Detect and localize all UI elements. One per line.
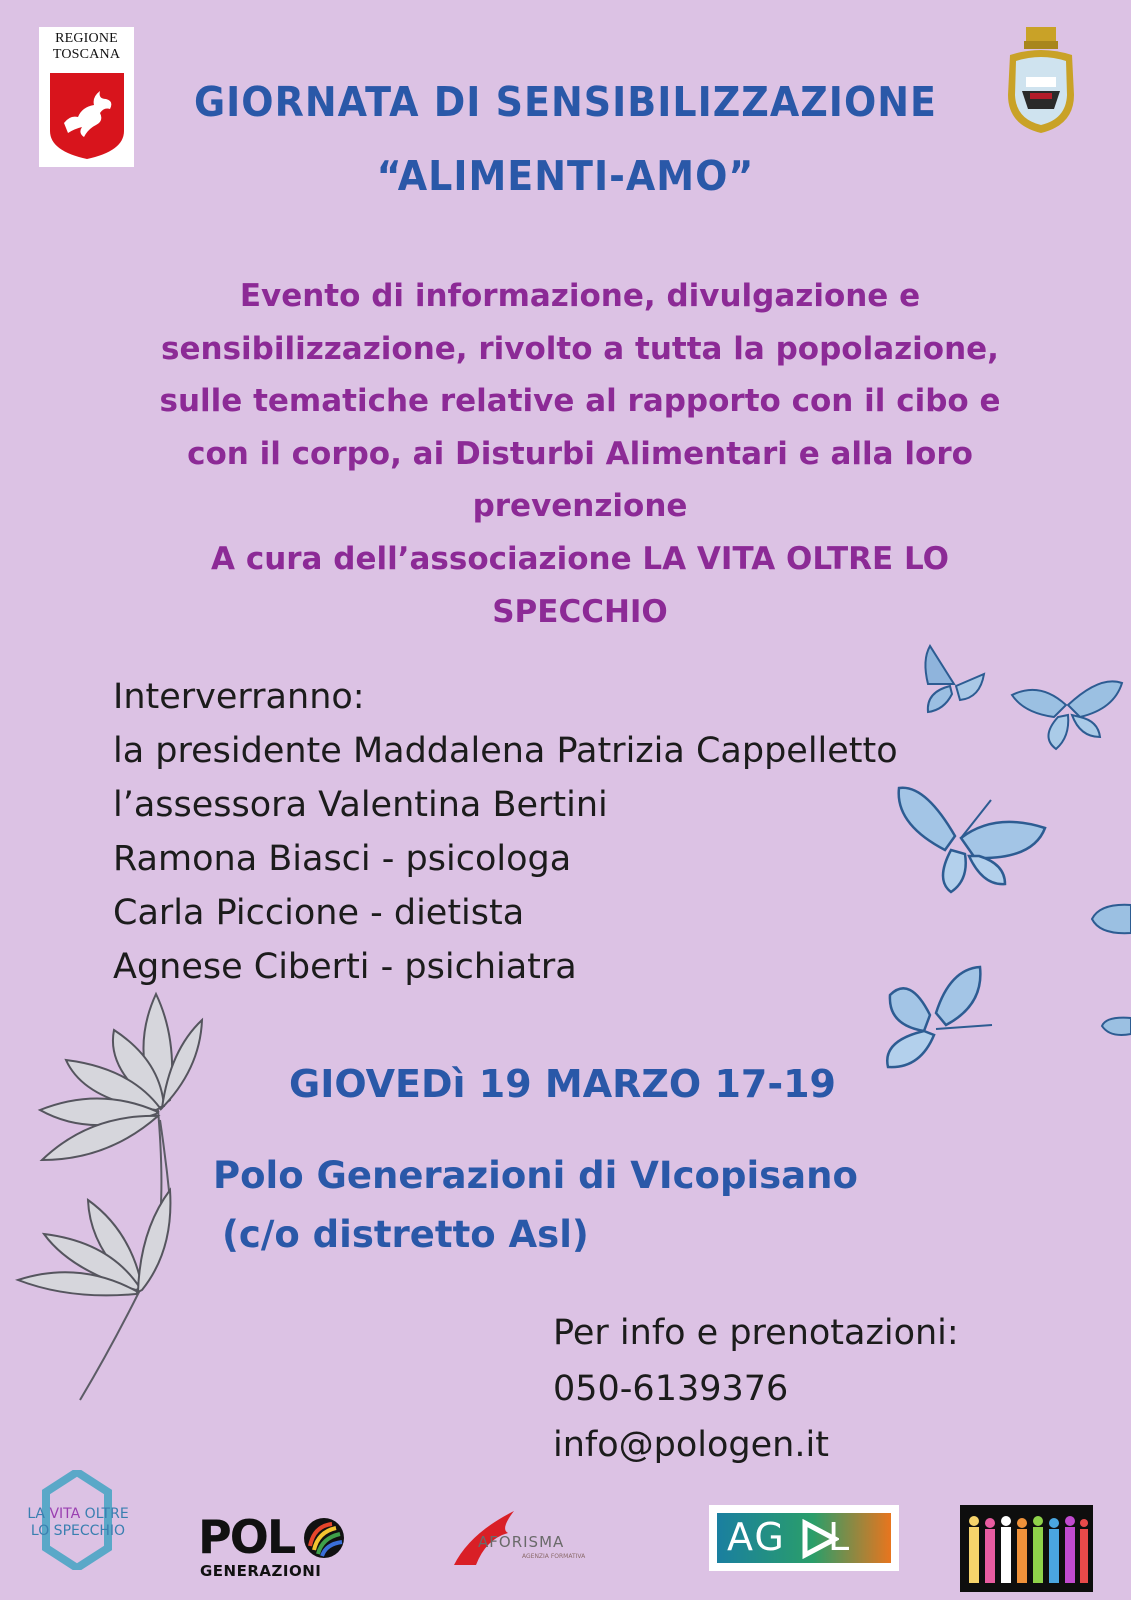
event-date — [0, 1062, 1131, 1106]
aforisma-subtext: AGENZIA FORMATIVA — [522, 1553, 586, 1560]
butterfly-icon — [1010, 675, 1125, 755]
description-line: sulle tematiche relative al rapporto con il cibo e — [159, 383, 1001, 419]
speaker-item: Agnese Ciberti - psichiatra — [113, 947, 577, 987]
polo-text: POL — [198, 1510, 295, 1564]
speakers-heading: Interverranno: — [113, 677, 365, 717]
contact-info — [553, 1305, 959, 1473]
agal-arrow-icon — [801, 1519, 839, 1559]
flower-illustration-icon — [10, 990, 210, 1410]
regione-label: REGIONE — [55, 31, 118, 46]
contact-heading: Per info e prenotazioni: — [553, 1313, 959, 1353]
aforisma-logo — [450, 1505, 610, 1575]
butterfly-icon — [1090, 895, 1131, 945]
butterfly-icon — [920, 640, 990, 720]
event-date-text: GIOVEDì 19 MARZO 17-19 — [289, 1062, 836, 1106]
speaker-item: l’assessora Valentina Bertini — [113, 785, 608, 825]
description-line: con il corpo, ai Disturbi Alimentari e alla loro — [187, 435, 973, 472]
polo-generazioni-logo — [198, 1510, 358, 1590]
speakers-list — [113, 670, 898, 994]
toscana-label: TOSCANA — [52, 47, 121, 62]
speaker-item: la presidente Maddalena Patrizia Cappelletto — [113, 731, 898, 771]
description-line: prevenzione — [472, 488, 688, 524]
event-description — [90, 270, 1070, 533]
speaker-item: Carla Piccione - dietista — [113, 893, 525, 933]
agal-text: AG L — [727, 1515, 852, 1559]
vita-text-line2: LO SPECCHIO — [30, 1523, 126, 1539]
polo-subtext: GENERAZIONI — [200, 1562, 322, 1580]
la-vita-oltre-lo-specchio-logo — [18, 1470, 138, 1570]
event-venue-note: (c/o distretto Asl) — [222, 1213, 589, 1256]
vita-text-b: VITA — [49, 1506, 81, 1522]
event-subtitle: “ALIMENTI-AMO” — [376, 152, 755, 200]
contact-email[interactable]: info@pologen.it — [553, 1425, 829, 1465]
rainbow-circle-icon — [302, 1516, 346, 1560]
butterfly-icon — [895, 780, 1050, 895]
organizer-line: SPECCHIO — [492, 593, 668, 630]
agal-logo — [709, 1505, 899, 1571]
contact-phone[interactable]: 050-6139376 — [553, 1369, 789, 1409]
aforisma-text: AFORISMA — [478, 1533, 565, 1551]
people-group-logo — [960, 1505, 1093, 1592]
description-line: sensibilizzazione, rivolto a tutta la popolazione, — [161, 330, 999, 367]
people-figures-icon — [964, 1511, 1089, 1587]
vita-text-a: LA — [27, 1506, 50, 1522]
speaker-item: Ramona Biasci - psicologa — [113, 839, 572, 879]
butterfly-icon — [1100, 1012, 1131, 1042]
event-venue: Polo Generazioni di VIcopisano — [213, 1154, 858, 1197]
organizer-line: A cura dell’associazione LA VITA OLTRE LO — [211, 541, 949, 577]
vita-text-c: OLTRE — [80, 1506, 129, 1522]
description-line: Evento di informazione, divulgazione e — [239, 278, 921, 314]
event-title: GIORNATA DI SENSIBILIZZAZIONE — [193, 78, 938, 126]
organizer-credit — [90, 533, 1070, 638]
